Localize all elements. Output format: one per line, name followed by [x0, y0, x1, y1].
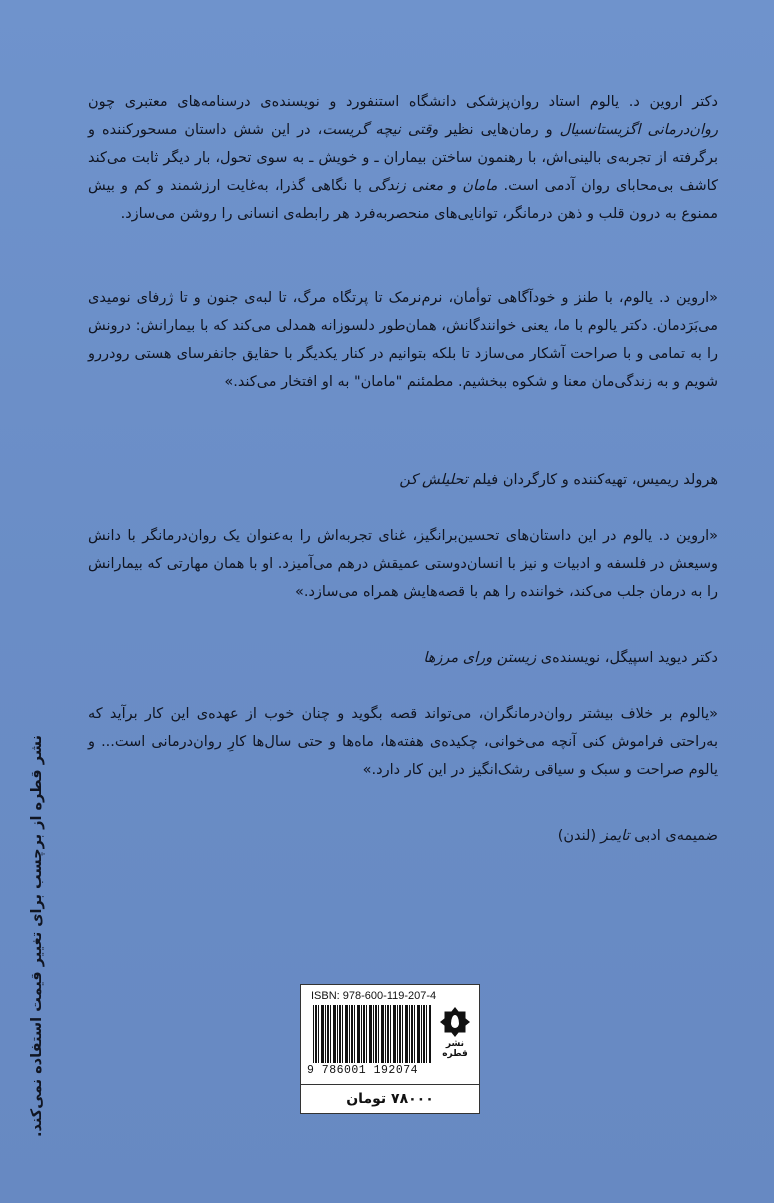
price-label-note: نشر قطره از برچسب برای تغییر قیمت استفاده نمی‌کند. — [29, 735, 45, 1137]
quote-spiegel: «اروین د. یالوم در این داستان‌های تحسین‌برانگیز، غنای تجربه‌اش را به‌عنوان یک روان‌درمانگر با دانش وسیعش در فلسفه و ادبیات و نیز با انسان‌دوستی عمیقش درهم می‌آمیزد. او با همان مهارتی که بیمارانش را به درمان جلب می‌کند، خواننده را هم با قصه‌هایش همراه می‌سازد.» — [88, 528, 718, 600]
intro-text: و رمان‌هایی نظیر — [438, 122, 560, 138]
intro-paragraph — [88, 88, 718, 228]
intro-text: ، در این شش داستان مسحورکننده و برگرفته از تجربه‌ی بالینی‌اش، با رهنمون ساختن بیماران ـ و خویش ـ به سوی تحول، بار دیگر ثابت می‌کند کاشف بی‌محابای روان آدمی است. — [88, 122, 718, 194]
quote-times: «یالوم بر خلاف بیشتر روان‌درمانگران، می‌تواند قصه بگوید و چنان خوب از عهده‌ی این کار برآید که به‌راحتی فراموش کنی آنچه می‌خوانی، چکیده‌ی هفته‌ها، ماه‌ها و حتی سال‌ها کارِ روان‌درمانی است... و یالوم صراحت و سبک و سیاقی رشک‌انگیز در این کار دارد.» — [88, 706, 718, 778]
film-title: تحلیلش کن — [399, 472, 468, 488]
attribution-text: ضمیمه‌ی ادبی — [629, 828, 718, 844]
attribution-times — [88, 822, 718, 850]
intro-text: دکتر اروین د. یالوم استاد روان‌پزشکی دانشگاه استنفورد و نویسنده‌ی درسنامه‌های معتبری چون — [88, 94, 718, 110]
price-tag: ۷۸۰۰۰ تومان — [300, 1084, 480, 1114]
book-title-living-beyond-limits: زیستن ورای مرزها — [423, 650, 537, 666]
barcode-panel — [300, 984, 480, 1086]
barcode-digits: 9 786001 192074 — [307, 1064, 419, 1077]
publisher-logo-name: نشر قطره — [442, 1039, 468, 1059]
intro-text: با نگاهی گذرا، به‌غایت ارزشمند و کم و بیش ممنوع به درون قلب و ذهن درمانگر، توانایی‌های منحصربه‌فرد هر رابطه‌ی انسانی را روشن می‌سازد. — [88, 178, 718, 222]
attribution-ramis — [88, 466, 718, 494]
attribution-text: هرولد ریمیس، تهیه‌کننده و کارگردان فیلم — [467, 472, 718, 488]
attribution-spiegel — [88, 644, 718, 672]
quote-ramis: «اروین د. یالوم، با طنز و خودآگاهی توأمان، نرم‌نرمک تا پرتگاه مرگ، تا لبه‌ی جنون و تا ژرفای نومیدی می‌بَرَدمان. دکتر یالوم با ما، یعنی خوانندگانش، همان‌طور دلسوزانه همدلی می‌کند که با بیمارانش: درونش را به تمامی و با صراحت آشکار می‌سازد تا بلکه بتوانیم در کنار یکدیگر با حقایق جانفرسای هستی رودررو شویم و به زندگی‌مان معنا و شکوه ببخشیم. مطمئنم "مامان" به او افتخار می‌کند.» — [88, 290, 718, 390]
publisher-logo — [437, 1007, 473, 1059]
drop-logo-icon — [440, 1007, 470, 1037]
newspaper-title: تایمز — [600, 828, 630, 844]
book-title-existential-psychotherapy: روان‌درمانی اگزیستانسیال — [559, 122, 718, 138]
isbn-label: ISBN: 978-600-119-207-4 — [311, 990, 437, 1002]
book-title-momma: مامان و معنی زندگی — [368, 178, 498, 194]
attribution-text: (لندن) — [557, 828, 601, 844]
book-title-when-nietzsche-wept: وقتی نیچه گریست — [322, 122, 439, 138]
barcode-icon — [313, 1005, 431, 1063]
attribution-text: دکتر دیوید اسپیگل، نویسنده‌ی — [536, 650, 718, 666]
